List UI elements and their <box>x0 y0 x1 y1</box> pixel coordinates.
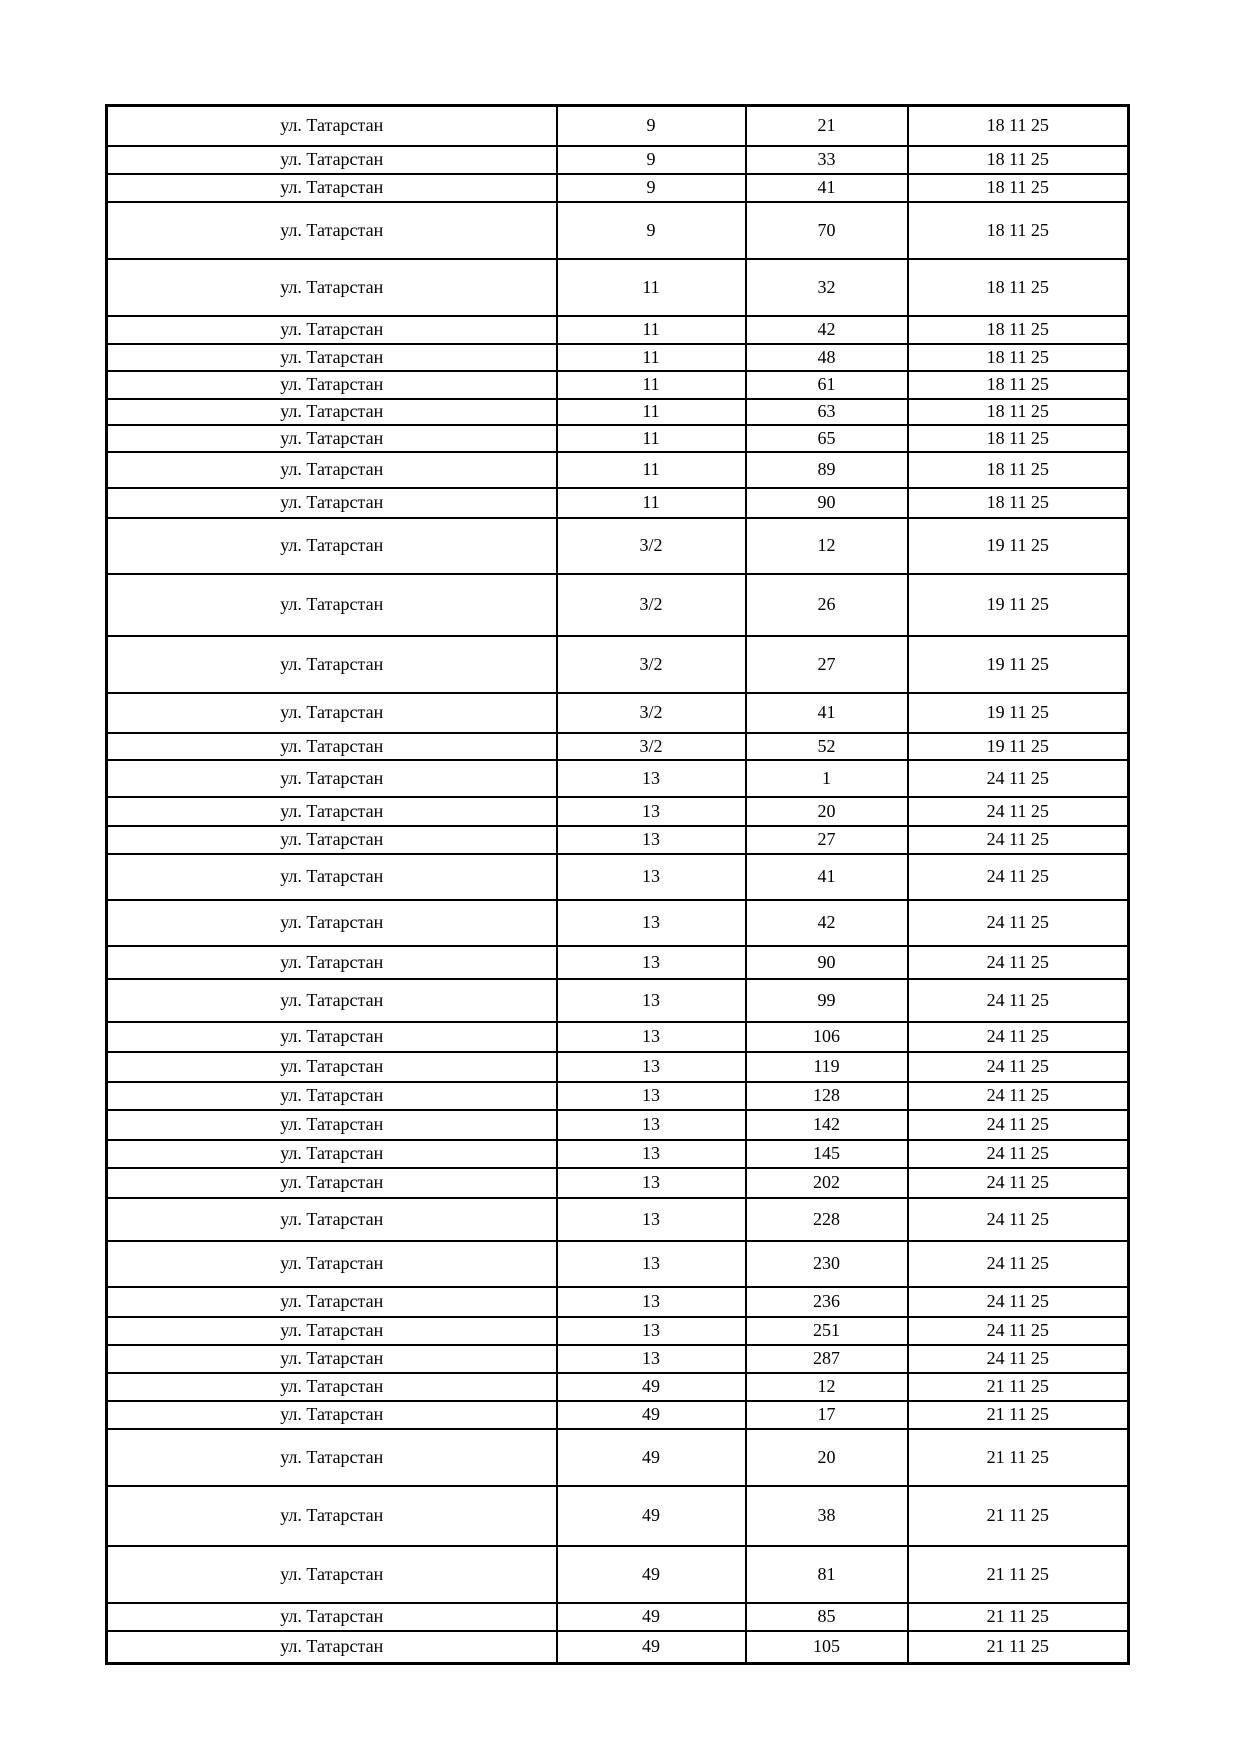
building-cell: 13 <box>557 1345 746 1373</box>
building-cell: 49 <box>557 1486 746 1546</box>
building-cell: 11 <box>557 488 746 518</box>
building-cell: 11 <box>557 399 746 425</box>
table-row <box>107 946 1129 979</box>
building-cell: 11 <box>557 344 746 371</box>
apartment-cell: 119 <box>746 1052 908 1082</box>
apartment-cell: 1 <box>746 760 908 797</box>
date-cell: 21 11 25 <box>908 1603 1129 1631</box>
date-cell: 24 11 25 <box>908 1140 1129 1168</box>
street-cell: ул. Татарстан <box>107 316 557 344</box>
street-cell: ул. Татарстан <box>107 1486 557 1546</box>
apartment-cell: 42 <box>746 316 908 344</box>
building-cell: 11 <box>557 452 746 488</box>
date-cell: 19 11 25 <box>908 693 1129 733</box>
apartment-cell: 61 <box>746 371 908 399</box>
date-cell: 21 11 25 <box>908 1429 1129 1486</box>
apartment-cell: 65 <box>746 425 908 452</box>
apartment-cell: 38 <box>746 1486 908 1546</box>
date-cell: 19 11 25 <box>908 574 1129 636</box>
building-cell: 13 <box>557 797 746 826</box>
date-cell: 18 11 25 <box>908 425 1129 452</box>
date-cell: 18 11 25 <box>908 452 1129 488</box>
street-cell: ул. Татарстан <box>107 946 557 979</box>
date-cell: 21 11 25 <box>908 1546 1129 1603</box>
building-cell: 9 <box>557 202 746 259</box>
apartment-cell: 287 <box>746 1345 908 1373</box>
street-cell: ул. Татарстан <box>107 174 557 202</box>
table-row <box>107 106 1129 146</box>
building-cell: 3/2 <box>557 733 746 760</box>
date-cell: 18 11 25 <box>908 371 1129 399</box>
building-cell: 13 <box>557 1317 746 1345</box>
apartment-cell: 48 <box>746 344 908 371</box>
apartment-cell: 142 <box>746 1110 908 1140</box>
apartment-cell: 251 <box>746 1317 908 1345</box>
street-cell: ул. Татарстан <box>107 344 557 371</box>
apartment-cell: 27 <box>746 826 908 854</box>
building-cell: 13 <box>557 760 746 797</box>
apartment-cell: 105 <box>746 1631 908 1664</box>
street-cell: ул. Татарстан <box>107 1022 557 1052</box>
building-cell: 13 <box>557 1198 746 1241</box>
apartment-cell: 12 <box>746 518 908 574</box>
street-cell: ул. Татарстан <box>107 760 557 797</box>
street-cell: ул. Татарстан <box>107 488 557 518</box>
street-cell: ул. Татарстан <box>107 574 557 636</box>
date-cell: 24 11 25 <box>908 946 1129 979</box>
table-row <box>107 826 1129 854</box>
date-cell: 18 11 25 <box>908 259 1129 316</box>
building-cell: 3/2 <box>557 636 746 693</box>
building-cell: 11 <box>557 316 746 344</box>
street-cell: ул. Татарстан <box>107 854 557 900</box>
date-cell: 18 11 25 <box>908 174 1129 202</box>
date-cell: 18 11 25 <box>908 106 1129 146</box>
street-cell: ул. Татарстан <box>107 1401 557 1429</box>
date-cell: 18 11 25 <box>908 202 1129 259</box>
building-cell: 49 <box>557 1631 746 1664</box>
table-row <box>107 1022 1129 1052</box>
apartment-cell: 90 <box>746 946 908 979</box>
building-cell: 11 <box>557 371 746 399</box>
date-cell: 24 11 25 <box>908 1198 1129 1241</box>
building-cell: 49 <box>557 1546 746 1603</box>
building-cell: 13 <box>557 1052 746 1082</box>
table-row <box>107 1401 1129 1429</box>
apartment-cell: 63 <box>746 399 908 425</box>
date-cell: 24 11 25 <box>908 1110 1129 1140</box>
street-cell: ул. Татарстан <box>107 693 557 733</box>
apartment-cell: 70 <box>746 202 908 259</box>
building-cell: 13 <box>557 1082 746 1110</box>
date-cell: 24 11 25 <box>908 979 1129 1022</box>
visits-table <box>105 104 1130 1665</box>
street-cell: ул. Татарстан <box>107 1603 557 1631</box>
building-cell: 13 <box>557 1140 746 1168</box>
table-row <box>107 1241 1129 1287</box>
apartment-cell: 41 <box>746 854 908 900</box>
building-cell: 49 <box>557 1429 746 1486</box>
street-cell: ул. Татарстан <box>107 636 557 693</box>
apartment-cell: 32 <box>746 259 908 316</box>
table-row <box>107 760 1129 797</box>
table-row <box>107 693 1129 733</box>
date-cell: 19 11 25 <box>908 733 1129 760</box>
street-cell: ул. Татарстан <box>107 106 557 146</box>
building-cell: 11 <box>557 259 746 316</box>
street-cell: ул. Татарстан <box>107 1317 557 1345</box>
apartment-cell: 17 <box>746 1401 908 1429</box>
building-cell: 13 <box>557 1110 746 1140</box>
date-cell: 24 11 25 <box>908 1287 1129 1317</box>
building-cell: 49 <box>557 1401 746 1429</box>
date-cell: 18 11 25 <box>908 399 1129 425</box>
street-cell: ул. Татарстан <box>107 202 557 259</box>
apartment-cell: 27 <box>746 636 908 693</box>
building-cell: 13 <box>557 1241 746 1287</box>
street-cell: ул. Татарстан <box>107 1110 557 1140</box>
apartment-cell: 42 <box>746 900 908 946</box>
apartment-cell: 52 <box>746 733 908 760</box>
table-row <box>107 1631 1129 1664</box>
apartment-cell: 99 <box>746 979 908 1022</box>
apartment-cell: 236 <box>746 1287 908 1317</box>
date-cell: 24 11 25 <box>908 1022 1129 1052</box>
apartment-cell: 202 <box>746 1168 908 1198</box>
table-row <box>107 146 1129 174</box>
apartment-cell: 26 <box>746 574 908 636</box>
date-cell: 21 11 25 <box>908 1631 1129 1664</box>
street-cell: ул. Татарстан <box>107 1168 557 1198</box>
date-cell: 24 11 25 <box>908 1345 1129 1373</box>
street-cell: ул. Татарстан <box>107 733 557 760</box>
apartment-cell: 128 <box>746 1082 908 1110</box>
table-row <box>107 1110 1129 1140</box>
date-cell: 21 11 25 <box>908 1486 1129 1546</box>
table-row <box>107 1373 1129 1401</box>
table-row <box>107 452 1129 488</box>
table-row <box>107 316 1129 344</box>
street-cell: ул. Татарстан <box>107 371 557 399</box>
date-cell: 18 11 25 <box>908 146 1129 174</box>
apartment-cell: 41 <box>746 174 908 202</box>
apartment-cell: 145 <box>746 1140 908 1168</box>
table-row <box>107 1052 1129 1082</box>
apartment-cell: 20 <box>746 1429 908 1486</box>
apartment-cell: 21 <box>746 106 908 146</box>
date-cell: 24 11 25 <box>908 1241 1129 1287</box>
street-cell: ул. Татарстан <box>107 425 557 452</box>
street-cell: ул. Татарстан <box>107 1345 557 1373</box>
table-row <box>107 574 1129 636</box>
date-cell: 24 11 25 <box>908 854 1129 900</box>
apartment-cell: 20 <box>746 797 908 826</box>
table-row <box>107 174 1129 202</box>
building-cell: 11 <box>557 425 746 452</box>
building-cell: 13 <box>557 1022 746 1052</box>
table-row <box>107 488 1129 518</box>
apartment-cell: 230 <box>746 1241 908 1287</box>
apartment-cell: 89 <box>746 452 908 488</box>
table-row <box>107 1287 1129 1317</box>
street-cell: ул. Татарстан <box>107 1198 557 1241</box>
table-row <box>107 1082 1129 1110</box>
street-cell: ул. Татарстан <box>107 1631 557 1664</box>
date-cell: 24 11 25 <box>908 1052 1129 1082</box>
table-row <box>107 1345 1129 1373</box>
street-cell: ул. Татарстан <box>107 259 557 316</box>
table-row <box>107 636 1129 693</box>
date-cell: 24 11 25 <box>908 900 1129 946</box>
building-cell: 9 <box>557 106 746 146</box>
building-cell: 3/2 <box>557 518 746 574</box>
street-cell: ул. Татарстан <box>107 399 557 425</box>
street-cell: ул. Татарстан <box>107 1287 557 1317</box>
building-cell: 13 <box>557 900 746 946</box>
building-cell: 49 <box>557 1603 746 1631</box>
table-row <box>107 425 1129 452</box>
table-row <box>107 518 1129 574</box>
table-row <box>107 371 1129 399</box>
date-cell: 18 11 25 <box>908 488 1129 518</box>
table-row <box>107 399 1129 425</box>
apartment-cell: 85 <box>746 1603 908 1631</box>
date-cell: 24 11 25 <box>908 760 1129 797</box>
visits-table-body <box>107 106 1129 1664</box>
building-cell: 13 <box>557 979 746 1022</box>
street-cell: ул. Татарстан <box>107 797 557 826</box>
date-cell: 21 11 25 <box>908 1401 1129 1429</box>
building-cell: 49 <box>557 1373 746 1401</box>
table-row <box>107 259 1129 316</box>
street-cell: ул. Татарстан <box>107 1052 557 1082</box>
table-row <box>107 1168 1129 1198</box>
table-row <box>107 1317 1129 1345</box>
apartment-cell: 81 <box>746 1546 908 1603</box>
street-cell: ул. Татарстан <box>107 1429 557 1486</box>
street-cell: ул. Татарстан <box>107 1546 557 1603</box>
table-row <box>107 202 1129 259</box>
table-row <box>107 1140 1129 1168</box>
date-cell: 24 11 25 <box>908 1168 1129 1198</box>
date-cell: 18 11 25 <box>908 316 1129 344</box>
table-row <box>107 1546 1129 1603</box>
date-cell: 18 11 25 <box>908 344 1129 371</box>
apartment-cell: 90 <box>746 488 908 518</box>
apartment-cell: 33 <box>746 146 908 174</box>
apartment-cell: 41 <box>746 693 908 733</box>
building-cell: 13 <box>557 1287 746 1317</box>
table-row <box>107 1486 1129 1546</box>
table-row <box>107 733 1129 760</box>
street-cell: ул. Татарстан <box>107 826 557 854</box>
date-cell: 24 11 25 <box>908 1317 1129 1345</box>
date-cell: 24 11 25 <box>908 826 1129 854</box>
apartment-cell: 106 <box>746 1022 908 1052</box>
street-cell: ул. Татарстан <box>107 1140 557 1168</box>
date-cell: 19 11 25 <box>908 636 1129 693</box>
building-cell: 9 <box>557 146 746 174</box>
building-cell: 3/2 <box>557 693 746 733</box>
table-row <box>107 1198 1129 1241</box>
date-cell: 21 11 25 <box>908 1373 1129 1401</box>
building-cell: 3/2 <box>557 574 746 636</box>
building-cell: 13 <box>557 1168 746 1198</box>
table-row <box>107 854 1129 900</box>
street-cell: ул. Татарстан <box>107 979 557 1022</box>
date-cell: 24 11 25 <box>908 1082 1129 1110</box>
street-cell: ул. Татарстан <box>107 1082 557 1110</box>
table-row <box>107 344 1129 371</box>
building-cell: 13 <box>557 854 746 900</box>
table-row <box>107 1603 1129 1631</box>
street-cell: ул. Татарстан <box>107 518 557 574</box>
building-cell: 13 <box>557 946 746 979</box>
table-row <box>107 1429 1129 1486</box>
building-cell: 13 <box>557 826 746 854</box>
date-cell: 19 11 25 <box>908 518 1129 574</box>
table-row <box>107 900 1129 946</box>
street-cell: ул. Татарстан <box>107 1373 557 1401</box>
street-cell: ул. Татарстан <box>107 452 557 488</box>
apartment-cell: 12 <box>746 1373 908 1401</box>
apartment-cell: 228 <box>746 1198 908 1241</box>
street-cell: ул. Татарстан <box>107 146 557 174</box>
date-cell: 24 11 25 <box>908 797 1129 826</box>
street-cell: ул. Татарстан <box>107 900 557 946</box>
table-row <box>107 797 1129 826</box>
table-row <box>107 979 1129 1022</box>
building-cell: 9 <box>557 174 746 202</box>
street-cell: ул. Татарстан <box>107 1241 557 1287</box>
